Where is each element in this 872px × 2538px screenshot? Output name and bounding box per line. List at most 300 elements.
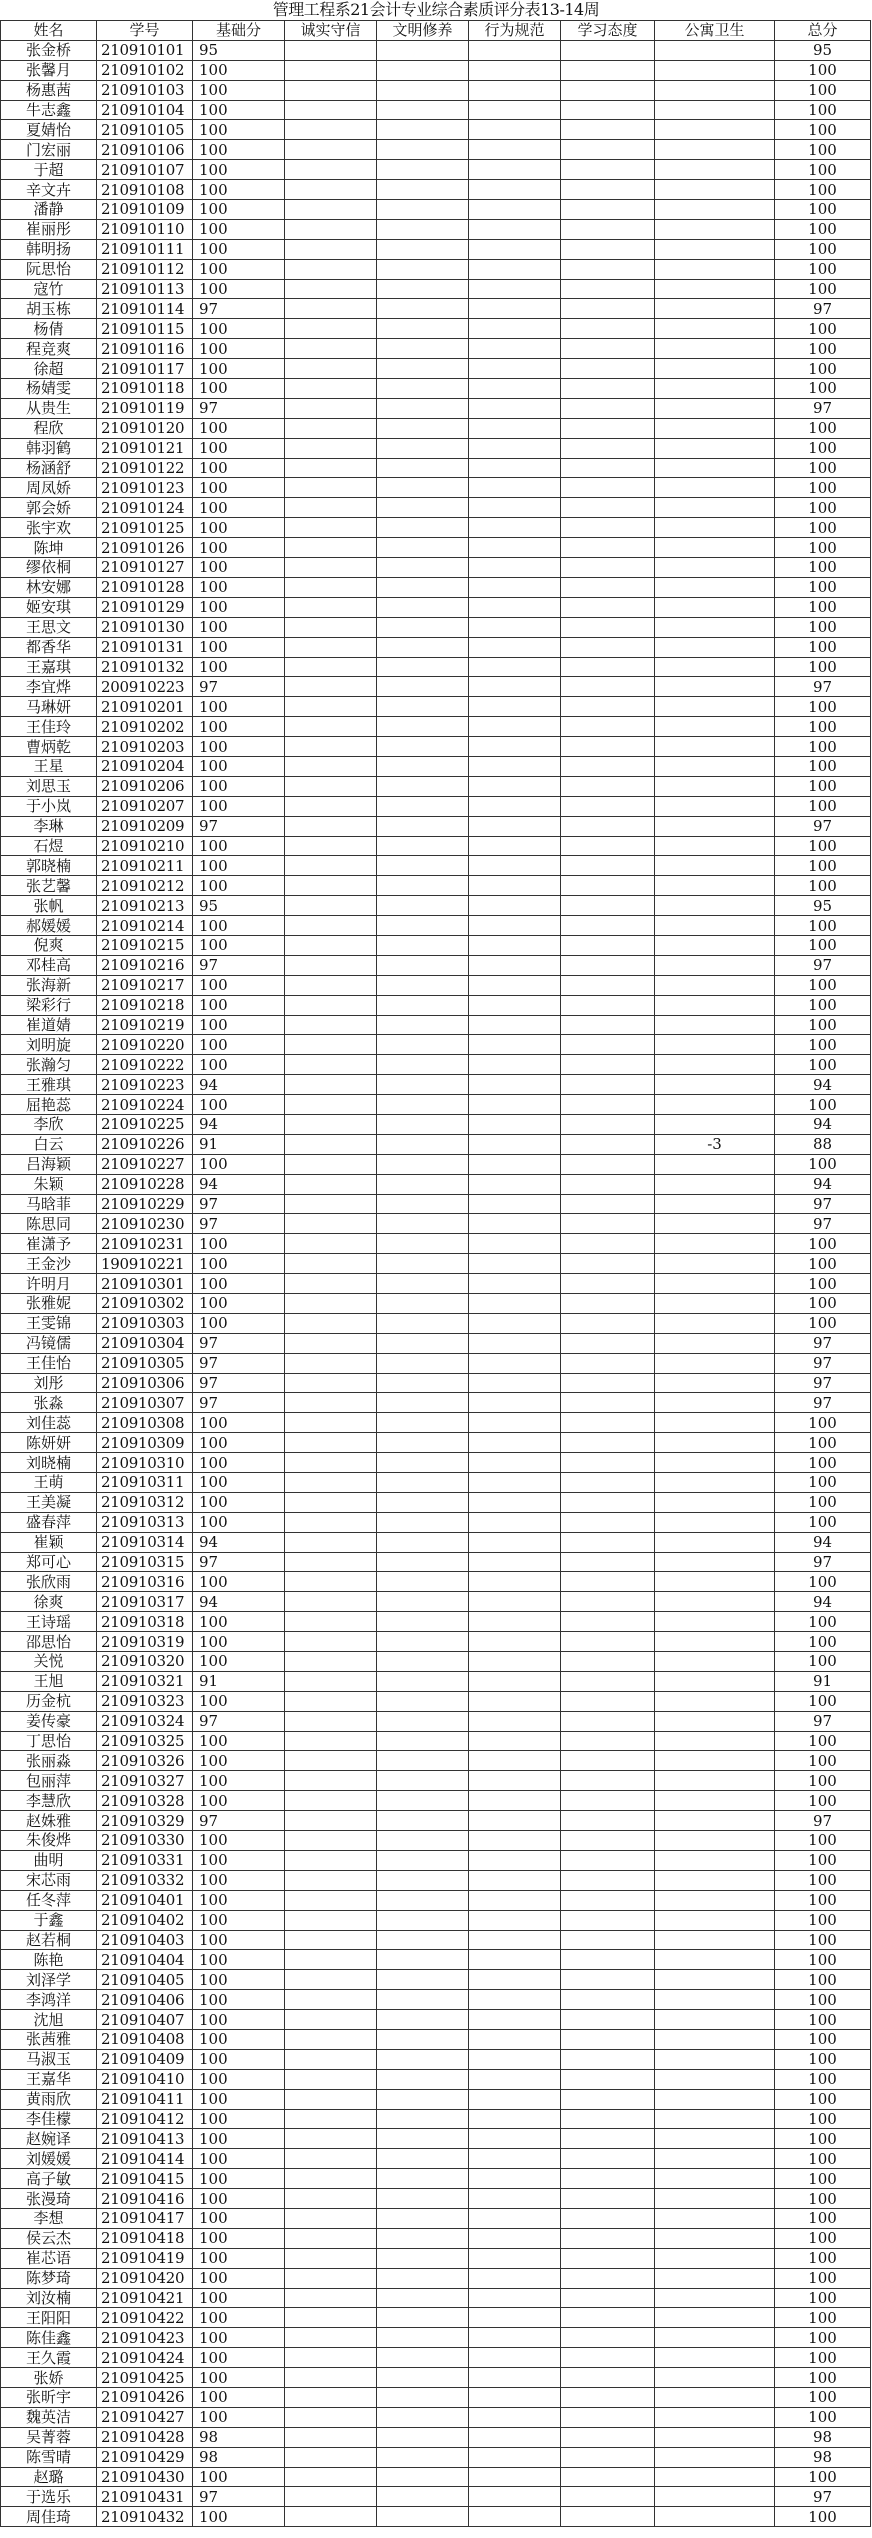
cell-conduct: [469, 577, 561, 597]
cell-name: 程欣: [1, 418, 97, 438]
cell-study-attitude: [561, 2228, 655, 2248]
cell-student-id: 210910419: [97, 2248, 193, 2268]
cell-dorm-hygiene: [655, 2447, 775, 2467]
cell-base-score: 100: [193, 1433, 285, 1453]
cell-total: 97: [775, 398, 871, 418]
cell-conduct: [469, 1711, 561, 1731]
cell-study-attitude: [561, 1532, 655, 1552]
col-header-conduct: 行为规范: [469, 21, 561, 41]
cell-dorm-hygiene: [655, 1015, 775, 1035]
cell-base-score: 100: [193, 2288, 285, 2308]
cell-dorm-hygiene: [655, 319, 775, 339]
cell-student-id: 210910427: [97, 2407, 193, 2427]
table-row: [1, 637, 871, 657]
cell-name: 都香华: [1, 637, 97, 657]
cell-base-score: 100: [193, 756, 285, 776]
cell-honesty: [285, 1234, 377, 1254]
cell-conduct: [469, 2268, 561, 2288]
cell-student-id: 210910326: [97, 1751, 193, 1771]
cell-total: 100: [775, 2368, 871, 2388]
cell-name: 张茜雅: [1, 2029, 97, 2049]
cell-dorm-hygiene: [655, 1791, 775, 1811]
cell-conduct: [469, 140, 561, 160]
cell-study-attitude: [561, 319, 655, 339]
cell-study-attitude: [561, 1473, 655, 1493]
table-row: [1, 1294, 871, 1314]
cell-dorm-hygiene: [655, 1970, 775, 1990]
cell-civility: [377, 756, 469, 776]
cell-study-attitude: [561, 756, 655, 776]
cell-civility: [377, 796, 469, 816]
table-row: [1, 916, 871, 936]
cell-civility: [377, 737, 469, 757]
cell-conduct: [469, 80, 561, 100]
cell-base-score: 100: [193, 1612, 285, 1632]
table-row: [1, 259, 871, 279]
cell-student-id: 210910304: [97, 1333, 193, 1353]
cell-total: 100: [775, 200, 871, 220]
cell-base-score: 97: [193, 1711, 285, 1731]
cell-study-attitude: [561, 2248, 655, 2268]
cell-name: 李慧欣: [1, 1791, 97, 1811]
cell-dorm-hygiene: [655, 219, 775, 239]
cell-total: 100: [775, 796, 871, 816]
table-row: [1, 2029, 871, 2049]
cell-honesty: [285, 518, 377, 538]
cell-honesty: [285, 637, 377, 657]
cell-dorm-hygiene: [655, 1473, 775, 1493]
cell-total: 100: [775, 935, 871, 955]
cell-name: 王嘉琪: [1, 657, 97, 677]
cell-name: 朱俊烨: [1, 1831, 97, 1851]
cell-base-score: 97: [193, 1194, 285, 1214]
table-row: [1, 2129, 871, 2149]
cell-dorm-hygiene: [655, 577, 775, 597]
cell-student-id: 210910112: [97, 259, 193, 279]
cell-civility: [377, 1532, 469, 1552]
cell-total: 100: [775, 1850, 871, 1870]
cell-conduct: [469, 359, 561, 379]
cell-student-id: 210910215: [97, 935, 193, 955]
cell-civility: [377, 1950, 469, 1970]
cell-total: 100: [775, 2268, 871, 2288]
cell-total: 97: [775, 1711, 871, 1731]
table-row: [1, 876, 871, 896]
cell-dorm-hygiene: [655, 2109, 775, 2129]
col-header-study-attitude: 学习态度: [561, 21, 655, 41]
cell-student-id: 210910409: [97, 2049, 193, 2069]
cell-study-attitude: [561, 1990, 655, 2010]
col-header-name: 姓名: [1, 21, 97, 41]
cell-base-score: 100: [193, 538, 285, 558]
cell-civility: [377, 1990, 469, 2010]
table-row: [1, 418, 871, 438]
cell-student-id: 210910114: [97, 299, 193, 319]
cell-base-score: 100: [193, 140, 285, 160]
cell-civility: [377, 1492, 469, 1512]
cell-honesty: [285, 617, 377, 637]
col-header-total: 总分: [775, 21, 871, 41]
cell-civility: [377, 2467, 469, 2487]
cell-conduct: [469, 1174, 561, 1194]
cell-honesty: [285, 1134, 377, 1154]
cell-conduct: [469, 1632, 561, 1652]
table-row: [1, 120, 871, 140]
cell-conduct: [469, 637, 561, 657]
cell-base-score: 100: [193, 796, 285, 816]
cell-total: 100: [775, 2169, 871, 2189]
cell-base-score: 97: [193, 398, 285, 418]
cell-name: 徐爽: [1, 1592, 97, 1612]
cell-civility: [377, 2328, 469, 2348]
cell-total: 100: [775, 2348, 871, 2368]
cell-dorm-hygiene: [655, 975, 775, 995]
cell-civility: [377, 2049, 469, 2069]
cell-base-score: 100: [193, 876, 285, 896]
cell-honesty: [285, 2407, 377, 2427]
cell-civility: [377, 1632, 469, 1652]
cell-conduct: [469, 538, 561, 558]
cell-base-score: 100: [193, 1234, 285, 1254]
cell-conduct: [469, 1114, 561, 1134]
cell-name: 吴菁蓉: [1, 2427, 97, 2447]
cell-dorm-hygiene: [655, 1910, 775, 1930]
cell-study-attitude: [561, 359, 655, 379]
cell-base-score: 94: [193, 1114, 285, 1134]
cell-base-score: 100: [193, 2010, 285, 2030]
cell-study-attitude: [561, 379, 655, 399]
cell-honesty: [285, 339, 377, 359]
table-row: [1, 1652, 871, 1672]
cell-student-id: 210910402: [97, 1910, 193, 1930]
cell-study-attitude: [561, 1970, 655, 1990]
cell-civility: [377, 975, 469, 995]
cell-base-score: 100: [193, 1831, 285, 1851]
cell-study-attitude: [561, 2288, 655, 2308]
cell-conduct: [469, 379, 561, 399]
cell-total: 95: [775, 40, 871, 60]
cell-student-id: 210910218: [97, 995, 193, 1015]
cell-base-score: 100: [193, 856, 285, 876]
cell-base-score: 95: [193, 40, 285, 60]
cell-dorm-hygiene: [655, 1234, 775, 1254]
cell-honesty: [285, 1811, 377, 1831]
cell-conduct: [469, 100, 561, 120]
cell-base-score: 100: [193, 1731, 285, 1751]
table-row: [1, 1313, 871, 1333]
cell-conduct: [469, 2348, 561, 2368]
cell-honesty: [285, 80, 377, 100]
cell-dorm-hygiene: [655, 1055, 775, 1075]
cell-base-score: 100: [193, 1870, 285, 1890]
cell-total: 94: [775, 1075, 871, 1095]
cell-conduct: [469, 2487, 561, 2507]
cell-name: 赵璐: [1, 2467, 97, 2487]
table-row: [1, 1353, 871, 1373]
cell-dorm-hygiene: [655, 1035, 775, 1055]
cell-conduct: [469, 1811, 561, 1831]
cell-name: 杨倩: [1, 319, 97, 339]
cell-student-id: 210910425: [97, 2368, 193, 2388]
cell-dorm-hygiene: [655, 1671, 775, 1691]
cell-name: 高子敏: [1, 2169, 97, 2189]
cell-study-attitude: [561, 1274, 655, 1294]
cell-name: 李想: [1, 2208, 97, 2228]
cell-student-id: 210910329: [97, 1811, 193, 1831]
cell-conduct: [469, 478, 561, 498]
cell-name: 刘晓楠: [1, 1453, 97, 1473]
cell-student-id: 210910310: [97, 1453, 193, 1473]
cell-honesty: [285, 657, 377, 677]
cell-honesty: [285, 836, 377, 856]
cell-total: 100: [775, 737, 871, 757]
cell-name: 张宇欢: [1, 518, 97, 538]
cell-study-attitude: [561, 2328, 655, 2348]
cell-student-id: 210910116: [97, 339, 193, 359]
cell-total: 100: [775, 259, 871, 279]
cell-student-id: 210910206: [97, 776, 193, 796]
cell-name: 屈艳蕊: [1, 1095, 97, 1115]
cell-conduct: [469, 1492, 561, 1512]
cell-civility: [377, 776, 469, 796]
cell-total: 100: [775, 1154, 871, 1174]
cell-total: 100: [775, 1771, 871, 1791]
cell-civility: [377, 40, 469, 60]
cell-dorm-hygiene: [655, 717, 775, 737]
cell-conduct: [469, 717, 561, 737]
cell-name: 陈雪晴: [1, 2447, 97, 2467]
table-row: [1, 478, 871, 498]
table-row: [1, 577, 871, 597]
cell-conduct: [469, 1055, 561, 1075]
cell-honesty: [285, 498, 377, 518]
cell-student-id: 210910223: [97, 1075, 193, 1095]
cell-dorm-hygiene: [655, 1890, 775, 1910]
cell-civility: [377, 896, 469, 916]
cell-student-id: 210910424: [97, 2348, 193, 2368]
cell-study-attitude: [561, 1373, 655, 1393]
cell-honesty: [285, 1950, 377, 1970]
table-row: [1, 1711, 871, 1731]
cell-conduct: [469, 1910, 561, 1930]
cell-honesty: [285, 2069, 377, 2089]
cell-civility: [377, 2507, 469, 2527]
cell-study-attitude: [561, 1671, 655, 1691]
cell-student-id: 210910305: [97, 1353, 193, 1373]
cell-base-score: 100: [193, 2248, 285, 2268]
cell-study-attitude: [561, 1870, 655, 1890]
cell-base-score: 100: [193, 1652, 285, 1672]
table-row: [1, 339, 871, 359]
cell-civility: [377, 538, 469, 558]
cell-civility: [377, 1015, 469, 1035]
cell-study-attitude: [561, 2109, 655, 2129]
cell-total: 100: [775, 1691, 871, 1711]
cell-civility: [377, 2288, 469, 2308]
cell-name: 王嘉华: [1, 2069, 97, 2089]
cell-base-score: 100: [193, 916, 285, 936]
cell-conduct: [469, 2248, 561, 2268]
cell-civility: [377, 1154, 469, 1174]
cell-honesty: [285, 2049, 377, 2069]
cell-civility: [377, 200, 469, 220]
cell-civility: [377, 2189, 469, 2209]
cell-base-score: 100: [193, 1294, 285, 1314]
cell-honesty: [285, 1473, 377, 1493]
cell-name: 石煜: [1, 836, 97, 856]
cell-base-score: 95: [193, 896, 285, 916]
cell-student-id: 210910325: [97, 1731, 193, 1751]
cell-civility: [377, 100, 469, 120]
cell-name: 崔潇予: [1, 1234, 97, 1254]
cell-student-id: 210910214: [97, 916, 193, 936]
cell-student-id: 210910302: [97, 1294, 193, 1314]
cell-conduct: [469, 1990, 561, 2010]
cell-name: 于选乐: [1, 2487, 97, 2507]
cell-base-score: 100: [193, 836, 285, 856]
cell-name: 吕海颖: [1, 1154, 97, 1174]
cell-dorm-hygiene: [655, 1433, 775, 1453]
cell-total: 100: [775, 2308, 871, 2328]
cell-civility: [377, 2089, 469, 2109]
cell-study-attitude: [561, 60, 655, 80]
cell-base-score: 100: [193, 1850, 285, 1870]
cell-name: 胡玉栋: [1, 299, 97, 319]
cell-dorm-hygiene: [655, 876, 775, 896]
cell-total: 100: [775, 379, 871, 399]
cell-dorm-hygiene: [655, 2069, 775, 2089]
cell-student-id: 210910423: [97, 2328, 193, 2348]
cell-study-attitude: [561, 2149, 655, 2169]
cell-total: 100: [775, 1274, 871, 1294]
cell-name: 冯镜儒: [1, 1333, 97, 1353]
cell-name: 黄雨欣: [1, 2089, 97, 2109]
cell-civility: [377, 2368, 469, 2388]
cell-base-score: 100: [193, 1791, 285, 1811]
cell-base-score: 100: [193, 319, 285, 339]
table-row: [1, 776, 871, 796]
cell-student-id: 190910221: [97, 1254, 193, 1274]
cell-study-attitude: [561, 995, 655, 1015]
cell-total: 100: [775, 1015, 871, 1035]
cell-name: 陈妍妍: [1, 1433, 97, 1453]
table-row: [1, 1075, 871, 1095]
cell-name: 陈思同: [1, 1214, 97, 1234]
cell-conduct: [469, 418, 561, 438]
cell-base-score: 100: [193, 239, 285, 259]
cell-name: 牛志鑫: [1, 100, 97, 120]
cell-name: 林安娜: [1, 577, 97, 597]
cell-total: 100: [775, 438, 871, 458]
cell-conduct: [469, 1015, 561, 1035]
cell-dorm-hygiene: [655, 1194, 775, 1214]
cell-honesty: [285, 1850, 377, 1870]
cell-total: 100: [775, 1254, 871, 1274]
cell-honesty: [285, 717, 377, 737]
cell-civility: [377, 1771, 469, 1791]
cell-name: 曲明: [1, 1850, 97, 1870]
cell-civility: [377, 1910, 469, 1930]
table-row: [1, 2189, 871, 2209]
cell-base-score: 100: [193, 617, 285, 637]
cell-dorm-hygiene: [655, 1512, 775, 1532]
cell-honesty: [285, 2507, 377, 2527]
table-row: [1, 2447, 871, 2467]
cell-student-id: 210910312: [97, 1492, 193, 1512]
cell-honesty: [285, 2368, 377, 2388]
cell-civility: [377, 2348, 469, 2368]
cell-honesty: [285, 1910, 377, 1930]
cell-base-score: 100: [193, 1691, 285, 1711]
cell-student-id: 210910430: [97, 2467, 193, 2487]
cell-total: 100: [775, 2129, 871, 2149]
cell-base-score: 100: [193, 1254, 285, 1274]
cell-honesty: [285, 279, 377, 299]
cell-student-id: 210910311: [97, 1473, 193, 1493]
cell-study-attitude: [561, 1234, 655, 1254]
cell-civility: [377, 1294, 469, 1314]
cell-study-attitude: [561, 140, 655, 160]
cell-name: 杨惠茜: [1, 80, 97, 100]
cell-conduct: [469, 2169, 561, 2189]
cell-base-score: 97: [193, 1552, 285, 1572]
table-row: [1, 597, 871, 617]
cell-study-attitude: [561, 1492, 655, 1512]
cell-base-score: 97: [193, 2487, 285, 2507]
cell-student-id: 210910227: [97, 1154, 193, 1174]
cell-dorm-hygiene: [655, 518, 775, 538]
cell-study-attitude: [561, 2010, 655, 2030]
cell-civility: [377, 2308, 469, 2328]
cell-name: 赵姝雅: [1, 1811, 97, 1831]
cell-base-score: 100: [193, 1950, 285, 1970]
cell-dorm-hygiene: [655, 1612, 775, 1632]
table-row: [1, 1632, 871, 1652]
cell-conduct: [469, 1751, 561, 1771]
cell-conduct: [469, 299, 561, 319]
cell-total: 100: [775, 1095, 871, 1115]
cell-dorm-hygiene: [655, 2228, 775, 2248]
cell-dorm-hygiene: [655, 1353, 775, 1373]
cell-dorm-hygiene: [655, 1552, 775, 1572]
table-row: [1, 379, 871, 399]
cell-dorm-hygiene: [655, 140, 775, 160]
table-row: [1, 617, 871, 637]
cell-civility: [377, 239, 469, 259]
cell-base-score: 97: [193, 1333, 285, 1353]
cell-civility: [377, 319, 469, 339]
cell-civility: [377, 180, 469, 200]
cell-total: 100: [775, 538, 871, 558]
cell-student-id: 210910307: [97, 1393, 193, 1413]
cell-total: 100: [775, 995, 871, 1015]
cell-honesty: [285, 1652, 377, 1672]
cell-name: 李佳檬: [1, 2109, 97, 2129]
cell-honesty: [285, 1433, 377, 1453]
cell-name: 王佳怡: [1, 1353, 97, 1373]
table-row: [1, 2089, 871, 2109]
cell-name: 任冬萍: [1, 1890, 97, 1910]
cell-civility: [377, 1572, 469, 1592]
cell-conduct: [469, 756, 561, 776]
cell-base-score: 100: [193, 2268, 285, 2288]
table-row: [1, 1015, 871, 1035]
cell-name: 崔丽彤: [1, 219, 97, 239]
cell-civility: [377, 2109, 469, 2129]
cell-base-score: 100: [193, 1035, 285, 1055]
table-row: [1, 1990, 871, 2010]
cell-name: 王阳阳: [1, 2308, 97, 2328]
